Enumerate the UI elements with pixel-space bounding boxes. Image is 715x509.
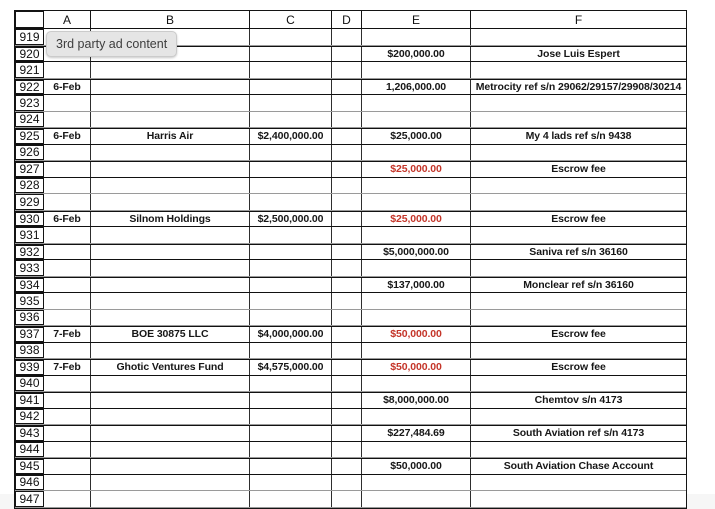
cell-E919[interactable] bbox=[362, 29, 471, 45]
cell-D929[interactable] bbox=[332, 194, 362, 210]
row-header-947[interactable]: 947 bbox=[15, 491, 44, 507]
cell-value: Silnom Holdings bbox=[129, 212, 211, 225]
cell-F935[interactable] bbox=[471, 293, 686, 309]
cell-value: 7-Feb bbox=[53, 361, 81, 374]
row-header-941[interactable]: 941 bbox=[15, 393, 44, 408]
table-row-941 bbox=[15, 392, 686, 409]
cell-C928[interactable] bbox=[250, 178, 332, 194]
cell-E936[interactable] bbox=[362, 310, 471, 326]
cell-F920[interactable] bbox=[471, 47, 686, 62]
row-header-930[interactable]: 930 bbox=[15, 212, 44, 227]
cell-D920[interactable] bbox=[332, 47, 362, 62]
cell-value: $50,000.00 bbox=[390, 361, 442, 374]
cell-D924[interactable] bbox=[332, 112, 362, 128]
cell-value: Escrow fee bbox=[551, 212, 606, 225]
cell-A935[interactable] bbox=[44, 293, 91, 309]
row-header-921[interactable]: 921 bbox=[15, 62, 44, 78]
cell-F924[interactable] bbox=[471, 112, 686, 128]
row-header-928[interactable]: 928 bbox=[15, 178, 44, 194]
cell-value: $4,575,000.00 bbox=[257, 361, 324, 374]
table-row-945 bbox=[15, 458, 686, 475]
cell-E943[interactable] bbox=[362, 426, 471, 441]
table-row-935 bbox=[15, 293, 686, 310]
cell-E934[interactable] bbox=[362, 278, 471, 293]
cell-C939[interactable] bbox=[250, 360, 332, 375]
cell-D940[interactable] bbox=[332, 376, 362, 392]
cell-E933[interactable] bbox=[362, 260, 471, 276]
cell-C925[interactable] bbox=[250, 129, 332, 144]
cell-D938[interactable] bbox=[332, 343, 362, 359]
cell-E945[interactable] bbox=[362, 459, 471, 474]
table-row-923 bbox=[15, 95, 686, 112]
spreadsheet-grid bbox=[14, 10, 687, 509]
cell-F945[interactable] bbox=[471, 459, 686, 474]
row-header-939[interactable]: 939 bbox=[15, 360, 44, 375]
row-header-940[interactable]: 940 bbox=[15, 376, 44, 392]
cell-A937[interactable] bbox=[44, 327, 91, 342]
cell-E922[interactable] bbox=[362, 80, 471, 95]
cell-F946[interactable] bbox=[471, 475, 686, 491]
table-row-937 bbox=[15, 326, 686, 343]
tooltip-text: 3rd party ad content bbox=[56, 37, 168, 51]
table-row-936 bbox=[15, 310, 686, 327]
cell-F922[interactable] bbox=[471, 80, 686, 95]
column-header-A[interactable]: A bbox=[44, 11, 91, 28]
cell-B939[interactable] bbox=[91, 360, 250, 375]
table-row-930 bbox=[15, 211, 686, 228]
column-header-C[interactable]: C bbox=[250, 11, 332, 28]
cell-A945[interactable] bbox=[44, 459, 91, 474]
cell-F927[interactable] bbox=[471, 162, 686, 177]
cell-E940[interactable] bbox=[362, 376, 471, 392]
row-header-946[interactable]: 946 bbox=[15, 475, 44, 491]
cell-value: Escrow fee bbox=[551, 163, 606, 176]
cell-value: $25,000.00 bbox=[390, 163, 442, 176]
cell-D932[interactable] bbox=[332, 245, 362, 260]
cell-D925[interactable] bbox=[332, 129, 362, 144]
cell-value: South Aviation Chase Account bbox=[503, 460, 654, 473]
cell-B942[interactable] bbox=[91, 409, 250, 425]
cell-D930[interactable] bbox=[332, 212, 362, 227]
cell-E920[interactable] bbox=[362, 47, 471, 62]
table-row-928 bbox=[15, 178, 686, 195]
cell-value: Harris Air bbox=[146, 130, 194, 143]
cell-A922[interactable] bbox=[44, 80, 91, 95]
cell-value: Metrocity ref s/n 29062/29157/29908/30214 bbox=[475, 80, 682, 93]
table-row-932 bbox=[15, 244, 686, 261]
cell-F939[interactable] bbox=[471, 360, 686, 375]
table-row-934 bbox=[15, 277, 686, 294]
cell-D939[interactable] bbox=[332, 360, 362, 375]
cell-C934[interactable] bbox=[250, 278, 332, 293]
cell-value: Saniva ref s/n 36160 bbox=[529, 245, 628, 258]
cell-F934[interactable] bbox=[471, 278, 686, 293]
cell-C937[interactable] bbox=[250, 327, 332, 342]
cell-C938[interactable] bbox=[250, 343, 332, 359]
column-header-B[interactable]: B bbox=[91, 11, 250, 28]
cell-D946[interactable] bbox=[332, 475, 362, 491]
cell-F941[interactable] bbox=[471, 393, 686, 408]
row-header-924[interactable]: 924 bbox=[15, 112, 44, 128]
cell-D941[interactable] bbox=[332, 393, 362, 408]
cell-B929[interactable] bbox=[91, 194, 250, 210]
cell-B922[interactable] bbox=[91, 80, 250, 95]
cell-D942[interactable] bbox=[332, 409, 362, 425]
cell-A942[interactable] bbox=[44, 409, 91, 425]
cell-C926[interactable] bbox=[250, 145, 332, 161]
cell-A928[interactable] bbox=[44, 178, 91, 194]
cell-D933[interactable] bbox=[332, 260, 362, 276]
cell-E942[interactable] bbox=[362, 409, 471, 425]
column-header-E[interactable]: E bbox=[362, 11, 471, 28]
cell-value: $200,000.00 bbox=[387, 47, 445, 60]
cell-C930[interactable] bbox=[250, 212, 332, 227]
cell-F937[interactable] bbox=[471, 327, 686, 342]
cell-A921[interactable] bbox=[44, 62, 91, 78]
cell-D935[interactable] bbox=[332, 293, 362, 309]
cell-E923[interactable] bbox=[362, 95, 471, 111]
table-row-944 bbox=[15, 442, 686, 459]
column-header-F[interactable]: F bbox=[574, 12, 583, 27]
cell-F923[interactable] bbox=[471, 95, 686, 111]
cell-A931[interactable] bbox=[44, 227, 91, 243]
cell-D943[interactable] bbox=[332, 426, 362, 441]
cell-F921[interactable] bbox=[471, 62, 686, 78]
cell-C927[interactable] bbox=[250, 162, 332, 177]
table-row-931 bbox=[15, 227, 686, 244]
cell-C940[interactable] bbox=[250, 376, 332, 392]
cell-value: 1,206,000.00 bbox=[385, 80, 447, 93]
cell-D923[interactable] bbox=[332, 95, 362, 111]
cell-B932[interactable] bbox=[91, 245, 250, 260]
cell-value: Jose Luis Espert bbox=[537, 47, 620, 60]
cell-value: BOE 30875 LLC bbox=[131, 328, 209, 341]
cell-value: Chemtov s/n 4173 bbox=[534, 394, 623, 407]
cell-A941[interactable] bbox=[44, 393, 91, 408]
cell-value: My 4 lads ref s/n 9438 bbox=[525, 130, 632, 143]
cell-A925[interactable] bbox=[44, 129, 91, 144]
cell-value: 6-Feb bbox=[53, 212, 81, 225]
cell-A940[interactable] bbox=[44, 376, 91, 392]
cell-A944[interactable] bbox=[44, 442, 91, 458]
cell-C943[interactable] bbox=[250, 426, 332, 441]
cell-D927[interactable] bbox=[332, 162, 362, 177]
cell-B924[interactable] bbox=[91, 112, 250, 128]
row-header-922[interactable]: 922 bbox=[15, 80, 44, 95]
cell-A924[interactable] bbox=[44, 112, 91, 128]
cell-E921[interactable] bbox=[362, 62, 471, 78]
cell-D926[interactable] bbox=[332, 145, 362, 161]
cell-F931[interactable] bbox=[471, 227, 686, 243]
row-header-935[interactable]: 935 bbox=[15, 293, 44, 309]
cell-value: $8,000,000.00 bbox=[383, 394, 449, 407]
row-header-938[interactable]: 938 bbox=[15, 343, 44, 359]
rows-container bbox=[15, 29, 686, 508]
cell-B926[interactable] bbox=[91, 145, 250, 161]
row-header-937[interactable]: 937 bbox=[15, 327, 44, 342]
row-header-929[interactable]: 929 bbox=[15, 194, 44, 210]
cell-B941[interactable] bbox=[91, 393, 250, 408]
cell-value: $50,000.00 bbox=[390, 328, 442, 341]
table-row-924 bbox=[15, 112, 686, 129]
table-row-943 bbox=[15, 425, 686, 442]
ad-content-tooltip bbox=[46, 31, 177, 57]
table-row-946 bbox=[15, 475, 686, 492]
cell-F942[interactable] bbox=[471, 409, 686, 425]
table-row-942 bbox=[15, 409, 686, 426]
cell-F928[interactable] bbox=[471, 178, 686, 194]
cell-value: Escrow fee bbox=[551, 361, 606, 374]
cell-A946[interactable] bbox=[44, 475, 91, 491]
table-row-926 bbox=[15, 145, 686, 162]
row-header-942[interactable]: 942 bbox=[15, 409, 44, 425]
cell-A936[interactable] bbox=[44, 310, 91, 326]
cell-E926[interactable] bbox=[362, 145, 471, 161]
cell-D947[interactable] bbox=[332, 491, 362, 507]
cell-value: Monclear ref s/n 36160 bbox=[523, 278, 634, 291]
table-row-921 bbox=[15, 62, 686, 79]
table-row-940 bbox=[15, 376, 686, 393]
table-row-922 bbox=[15, 79, 686, 96]
cell-A929[interactable] bbox=[44, 194, 91, 210]
cell-B940[interactable] bbox=[91, 376, 250, 392]
cell-A932[interactable] bbox=[44, 245, 91, 260]
cell-A947[interactable] bbox=[44, 491, 91, 507]
cell-C933[interactable] bbox=[250, 260, 332, 276]
table-row-939 bbox=[15, 359, 686, 376]
row-header-932[interactable]: 932 bbox=[15, 245, 44, 260]
cell-E927[interactable] bbox=[362, 162, 471, 177]
cell-E935[interactable] bbox=[362, 293, 471, 309]
column-header-D[interactable]: D bbox=[332, 11, 362, 28]
cell-C935[interactable] bbox=[250, 293, 332, 309]
column-header-row bbox=[15, 11, 686, 29]
row-header-923[interactable]: 923 bbox=[15, 95, 44, 111]
cell-F944[interactable] bbox=[471, 442, 686, 458]
cell-B923[interactable] bbox=[91, 95, 250, 111]
cell-D937[interactable] bbox=[332, 327, 362, 342]
cell-F929[interactable] bbox=[471, 194, 686, 210]
cell-C946[interactable] bbox=[250, 475, 332, 491]
cell-A943[interactable] bbox=[44, 426, 91, 441]
table-row-929 bbox=[15, 194, 686, 211]
cell-F932[interactable] bbox=[471, 245, 686, 260]
row-header-925[interactable]: 925 bbox=[15, 129, 44, 144]
cell-C920[interactable] bbox=[250, 47, 332, 62]
cell-C944[interactable] bbox=[250, 442, 332, 458]
cell-F926[interactable] bbox=[471, 145, 686, 161]
cell-B935[interactable] bbox=[91, 293, 250, 309]
cell-F938[interactable] bbox=[471, 343, 686, 359]
row-header-926[interactable]: 926 bbox=[15, 145, 44, 161]
cell-A938[interactable] bbox=[44, 343, 91, 359]
row-header-933[interactable]: 933 bbox=[15, 260, 44, 276]
cell-E931[interactable] bbox=[362, 227, 471, 243]
row-header-927[interactable]: 927 bbox=[15, 162, 44, 177]
cell-value: Ghotic Ventures Fund bbox=[116, 361, 224, 374]
table-row-938 bbox=[15, 343, 686, 360]
cell-value: $4,000,000.00 bbox=[257, 328, 324, 341]
cell-A930[interactable] bbox=[44, 212, 91, 227]
cell-B933[interactable] bbox=[91, 260, 250, 276]
cell-E947[interactable] bbox=[362, 491, 471, 507]
cell-E929[interactable] bbox=[362, 194, 471, 210]
cell-E928[interactable] bbox=[362, 178, 471, 194]
cell-F947[interactable] bbox=[471, 491, 686, 507]
cell-B936[interactable] bbox=[91, 310, 250, 326]
cell-value: $25,000.00 bbox=[390, 212, 442, 225]
cell-A923[interactable] bbox=[44, 95, 91, 111]
cell-value: $2,500,000.00 bbox=[257, 212, 324, 225]
cell-C947[interactable] bbox=[250, 491, 332, 507]
cell-B938[interactable] bbox=[91, 343, 250, 359]
cell-D945[interactable] bbox=[332, 459, 362, 474]
cell-C931[interactable] bbox=[250, 227, 332, 243]
cell-D922[interactable] bbox=[332, 80, 362, 95]
cell-C923[interactable] bbox=[250, 95, 332, 111]
cell-B946[interactable] bbox=[91, 475, 250, 491]
cell-E944[interactable] bbox=[362, 442, 471, 458]
cell-F936[interactable] bbox=[471, 310, 686, 326]
cell-E924[interactable] bbox=[362, 112, 471, 128]
select-all-corner[interactable] bbox=[15, 11, 44, 28]
cell-E937[interactable] bbox=[362, 327, 471, 342]
cell-value: Escrow fee bbox=[551, 328, 606, 341]
cell-F919[interactable] bbox=[471, 29, 686, 45]
cell-B921[interactable] bbox=[91, 62, 250, 78]
cell-F930[interactable] bbox=[471, 212, 686, 227]
cell-B934[interactable] bbox=[91, 278, 250, 293]
cell-value: 7-Feb bbox=[53, 328, 81, 341]
cell-B944[interactable] bbox=[91, 442, 250, 458]
cell-value: $137,000.00 bbox=[387, 278, 445, 291]
cell-B943[interactable] bbox=[91, 426, 250, 441]
cell-value: $2,400,000.00 bbox=[257, 130, 324, 143]
cell-C932[interactable] bbox=[250, 245, 332, 260]
row-header-931[interactable]: 931 bbox=[15, 227, 44, 243]
cell-B930[interactable] bbox=[91, 212, 250, 227]
cell-B945[interactable] bbox=[91, 459, 250, 474]
cell-B937[interactable] bbox=[91, 327, 250, 342]
cell-E925[interactable] bbox=[362, 129, 471, 144]
row-header-919[interactable]: 919 bbox=[15, 29, 44, 45]
cell-value: $227,484.69 bbox=[387, 427, 445, 440]
cell-E938[interactable] bbox=[362, 343, 471, 359]
cell-value: $25,000.00 bbox=[390, 130, 442, 143]
row-header-934[interactable]: 934 bbox=[15, 278, 44, 293]
cell-C921[interactable] bbox=[250, 62, 332, 78]
cell-D944[interactable] bbox=[332, 442, 362, 458]
table-row-947 bbox=[15, 491, 686, 508]
cell-B928[interactable] bbox=[91, 178, 250, 194]
cell-C919[interactable] bbox=[250, 29, 332, 45]
row-header-944[interactable]: 944 bbox=[15, 442, 44, 458]
cell-B947[interactable] bbox=[91, 491, 250, 507]
cell-value: 6-Feb bbox=[53, 80, 81, 93]
cell-C945[interactable] bbox=[250, 459, 332, 474]
cell-A939[interactable] bbox=[44, 360, 91, 375]
cell-F943[interactable] bbox=[471, 426, 686, 441]
cell-C942[interactable] bbox=[250, 409, 332, 425]
cell-A934[interactable] bbox=[44, 278, 91, 293]
cell-D936[interactable] bbox=[332, 310, 362, 326]
cell-A933[interactable] bbox=[44, 260, 91, 276]
cell-F940[interactable] bbox=[471, 376, 686, 392]
cell-value: South Aviation ref s/n 4173 bbox=[512, 427, 645, 440]
cell-F933[interactable] bbox=[471, 260, 686, 276]
cell-A927[interactable] bbox=[44, 162, 91, 177]
row-header-943[interactable]: 943 bbox=[15, 426, 44, 441]
table-row-933 bbox=[15, 260, 686, 277]
cell-D934[interactable] bbox=[332, 278, 362, 293]
row-header-936[interactable]: 936 bbox=[15, 310, 44, 326]
row-header-920[interactable]: 920 bbox=[15, 47, 44, 62]
cell-value: $5,000,000.00 bbox=[383, 245, 449, 258]
cell-B927[interactable] bbox=[91, 162, 250, 177]
table-row-927 bbox=[15, 161, 686, 178]
cell-C936[interactable] bbox=[250, 310, 332, 326]
row-header-945[interactable]: 945 bbox=[15, 459, 44, 474]
cell-D919[interactable] bbox=[332, 29, 362, 45]
cell-C929[interactable] bbox=[250, 194, 332, 210]
cell-C924[interactable] bbox=[250, 112, 332, 128]
cell-D931[interactable] bbox=[332, 227, 362, 243]
cell-D928[interactable] bbox=[332, 178, 362, 194]
cell-value: $50,000.00 bbox=[390, 460, 442, 473]
cell-E946[interactable] bbox=[362, 475, 471, 491]
cell-C941[interactable] bbox=[250, 393, 332, 408]
cell-C922[interactable] bbox=[250, 80, 332, 95]
cell-B931[interactable] bbox=[91, 227, 250, 243]
cell-E930[interactable] bbox=[362, 212, 471, 227]
cell-F925[interactable] bbox=[471, 129, 686, 144]
cell-E941[interactable] bbox=[362, 393, 471, 408]
cell-D921[interactable] bbox=[332, 62, 362, 78]
cell-value: 6-Feb bbox=[53, 130, 81, 143]
cell-A926[interactable] bbox=[44, 145, 91, 161]
cell-E932[interactable] bbox=[362, 245, 471, 260]
cell-E939[interactable] bbox=[362, 360, 471, 375]
table-row-925 bbox=[15, 128, 686, 145]
cell-B925[interactable] bbox=[91, 129, 250, 144]
